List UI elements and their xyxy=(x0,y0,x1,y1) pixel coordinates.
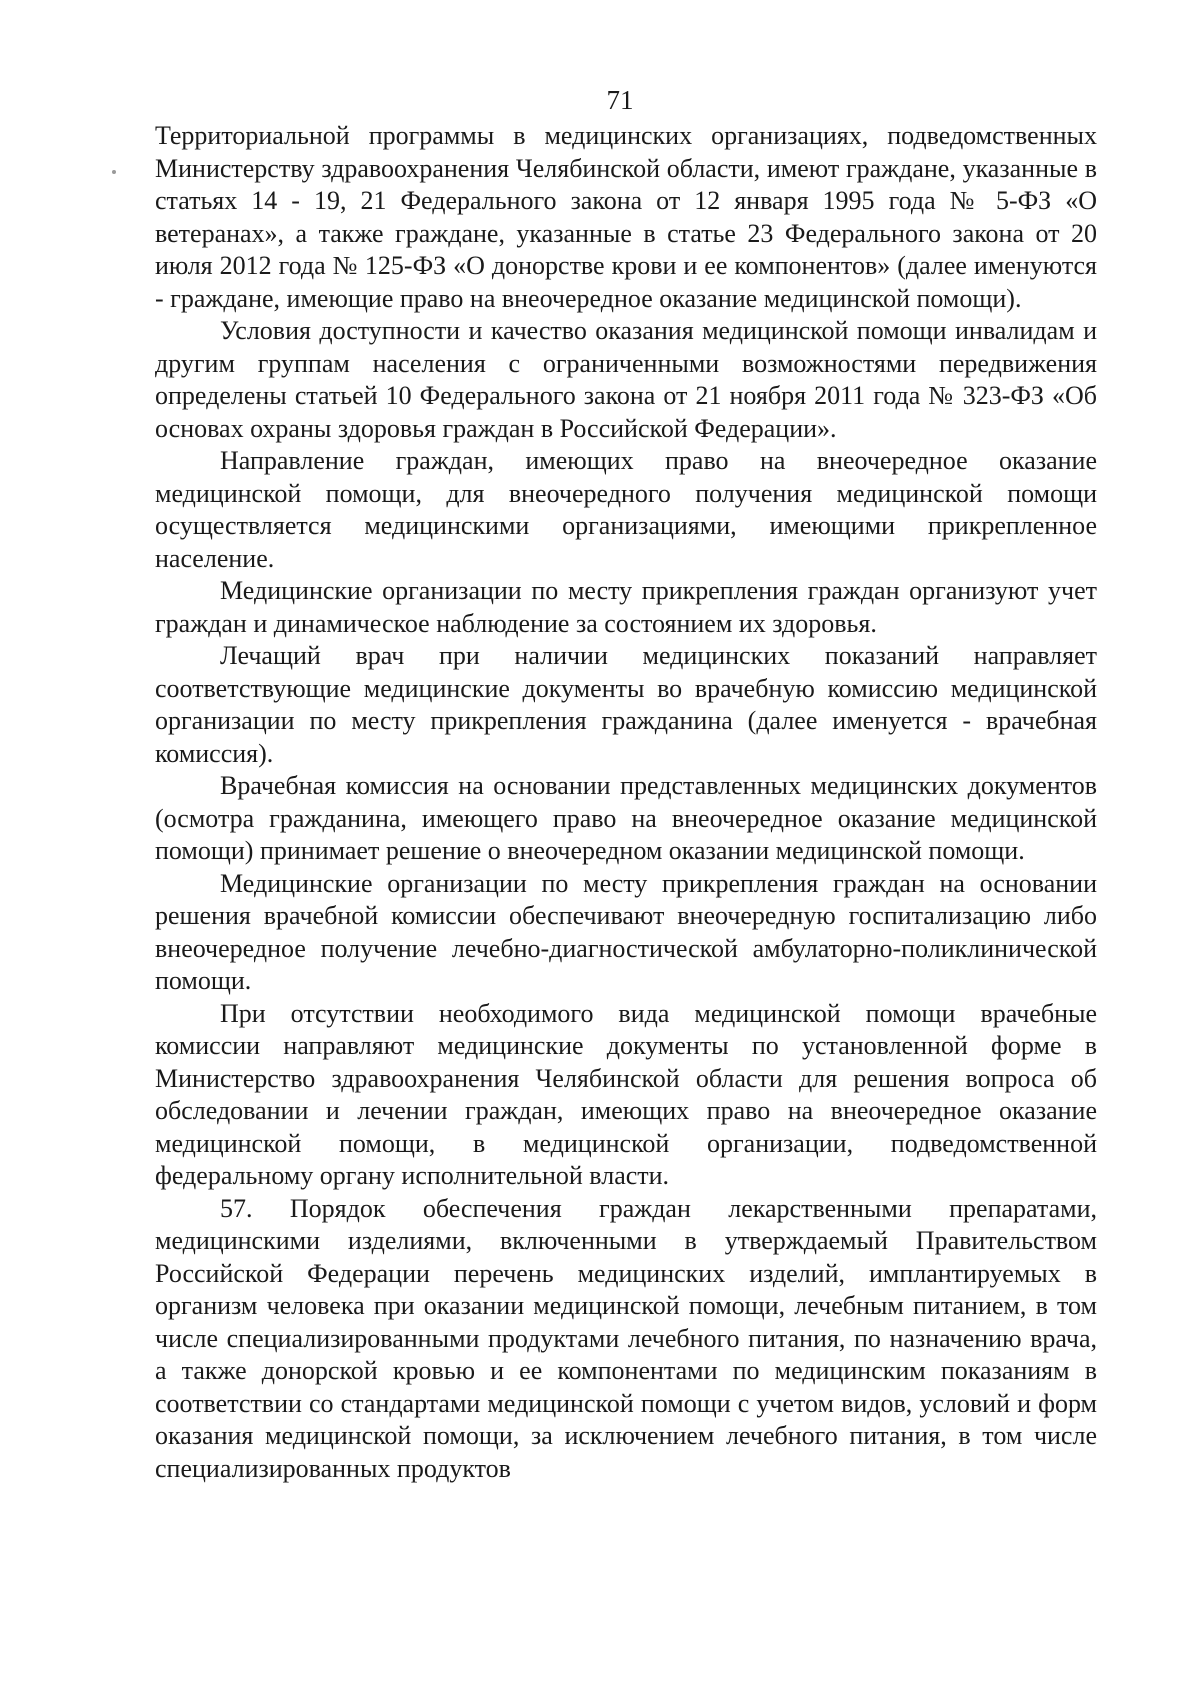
paragraph-registration: Медицинские организации по месту прикрепления граждан организуют учет граждан и динамическое наблюдение за состоянием их здоровья. xyxy=(155,576,1097,638)
paragraph-medical-commission: Врачебная комиссия на основании представленных медицинских документов (осмотра гражданина, имеющего право на внеочередное оказание медицинской помощи) принимает решение о внеочередном оказании медицинской помощи. xyxy=(155,771,1097,865)
paragraph-referral: Направление граждан, имеющих право на внеочередное оказание медицинской помощи, для внеочередного получения медицинской помощи осуществляется медицинскими организациями, имеющими прикрепленное население. xyxy=(155,446,1097,573)
paragraph-hospitalization: Медицинские организации по месту прикрепления граждан на основании решения врачебной комиссии обеспечивают внеочередную госпитализацию либо внеочередное получение лечебно-диагностической амбулаторно-поликлинической помощи. xyxy=(155,868,1097,995)
paragraph-attending-physician: Лечащий врач при наличии медицинских показаний направляет соответствующие медицинские документы во врачебную комиссию медицинской организации по месту прикрепления гражданина (далее именуется - врачебная комиссия). xyxy=(155,641,1097,768)
scan-margin-mark xyxy=(112,170,116,174)
page-number: 71 xyxy=(606,85,634,115)
document-body xyxy=(155,120,1097,1485)
paragraph-accessibility-conditions: Условия доступности и качество оказания медицинской помощи инвалидам и другим группам населения с ограниченными возможностями передвижения определены статьей 10 Федерального закона от 21 ноября 2011 года № 323-ФЗ «Об основах охраны здоровья граждан в Российской Федерации». xyxy=(155,316,1097,443)
paragraph-item-57: 57. Порядок обеспечения граждан лекарственными препаратами, медицинскими изделиями, включенными в утверждаемый Правительством Российской Федерации перечень медицинских изделий, имплантируемых в организм человека при оказании медицинской помощи, лечебным питанием, в том числе специализированными продуктами лечебного питания, по назначению врача, а также донорской кровью и ее компонентами по медицинским показаниям в соответствии со стандартами медицинской помощи с учетом видов, условий и форм оказания медицинской помощи, за исключением лечебного питания, в том числе специализированных продуктов xyxy=(155,1193,1097,1483)
paragraph-continuation: Территориальной программы в медицинских организациях, подведомственных Министерству здравоохранения Челябинской области, имеют граждане, указанные в статьях 14 - 19, 21 Федерального закона от 12 января 1995 года № 5-ФЗ «О ветеранах», а также граждане, указанные в статье 23 Федерального закона от 20 июля 2012 года № 125-ФЗ «О донорстве крови и ее компонентов» (далее именуются - граждане, имеющие право на внеочередное оказание медицинской помощи). xyxy=(155,121,1097,313)
paragraph-federal-referral: При отсутствии необходимого вида медицинской помощи врачебные комиссии направляют медицинские документы по установленной форме в Министерство здравоохранения Челябинской области для решения вопроса об обследовании и лечении граждан, имеющих право на внеочередное оказание медицинской помощи, в медицинской организации, подведомственной федеральному органу исполнительной власти. xyxy=(155,998,1097,1190)
